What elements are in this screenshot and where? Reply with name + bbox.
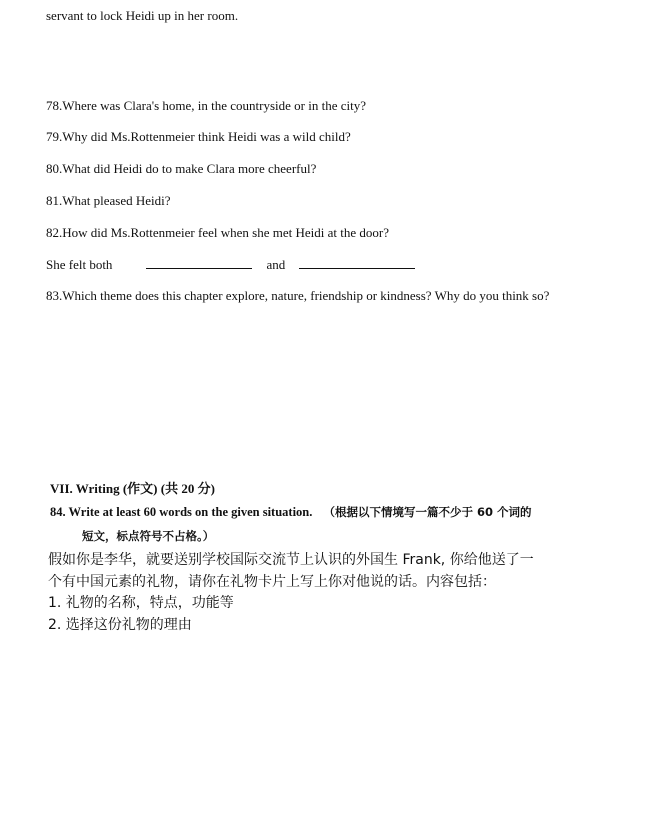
question-81: 81.What pleased Heidi?: [46, 193, 171, 208]
task-instruction-en: 84. Write at least 60 words on the given situation.: [50, 505, 313, 519]
fill-joiner: and: [266, 257, 286, 272]
answer-blank-2[interactable]: [299, 257, 415, 269]
prompt-line-2: 个有中国元素的礼物，请你在礼物卡片上写上你对他说的话。内容包括：: [48, 574, 496, 590]
task-instruction-cn-cont: 短文，标点符号不占格。）: [82, 529, 215, 543]
writing-section-title: VII. Writing (作文) (共 20 分): [50, 481, 215, 496]
answer-blank-1[interactable]: [146, 257, 252, 269]
content-point-2: 2. 选择这份礼物的理由: [48, 617, 192, 633]
task-instruction-cn: （根据以下情境写一篇不少于 60 个词的: [323, 505, 532, 519]
content-point-1: 1. 礼物的名称，特点，功能等: [48, 595, 234, 611]
fill-prefix: She felt both: [46, 257, 113, 272]
question-80: 80.What did Heidi do to make Clara more cheerful?: [46, 161, 317, 176]
prompt-line-1: 假如你是李华，就要送别学校国际交流节上认识的外国生 Frank, 你给他送了一: [48, 552, 534, 568]
question-79: 79.Why did Ms.Rottenmeier think Heidi was a wild child?: [46, 129, 351, 144]
question-82: 82.How did Ms.Rottenmeier feel when she met Heidi at the door?: [46, 225, 389, 240]
carryover-text: servant to lock Heidi up in her room.: [46, 8, 239, 23]
fill-in-row: [46, 257, 415, 273]
task-instruction: [50, 504, 532, 520]
question-78: 78.Where was Clara's home, in the countryside or in the city?: [46, 98, 367, 113]
question-83: 83.Which theme does this chapter explore, nature, friendship or kindness? Why do you think so?: [46, 288, 550, 303]
